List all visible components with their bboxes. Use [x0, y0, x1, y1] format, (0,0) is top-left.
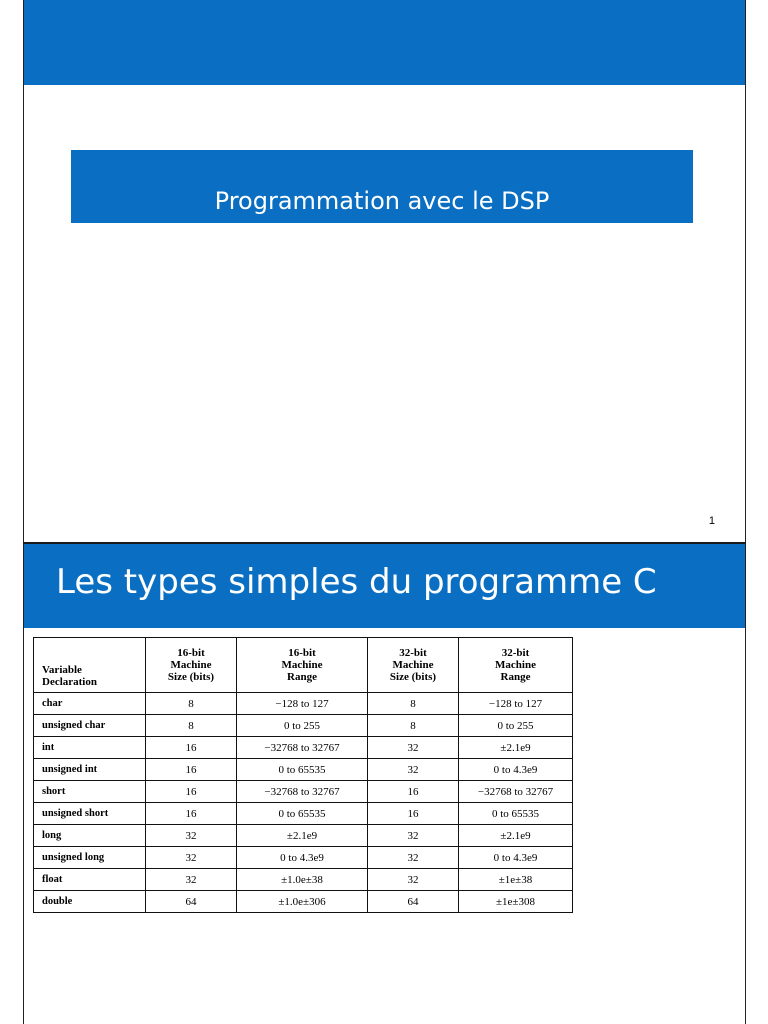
cell-type: unsigned char: [34, 715, 146, 737]
page-number: 1: [708, 515, 715, 527]
cell-16bit-range: 0 to 255: [237, 715, 368, 737]
cell-type: int: [34, 737, 146, 759]
cell-32bit-range: −32768 to 32767: [459, 781, 573, 803]
cell-32bit-range: ±1e±308: [459, 891, 573, 913]
data-types-table: [33, 637, 573, 913]
cell-16bit-size: 16: [146, 781, 237, 803]
cell-16bit-range: 0 to 65535: [237, 803, 368, 825]
table-row: [34, 715, 573, 737]
cell-32bit-range: 0 to 4.3e9: [459, 847, 573, 869]
header-32bit-size: 32-bit Machine Size (bits): [368, 638, 459, 693]
cell-32bit-size: 32: [368, 737, 459, 759]
cell-32bit-range: ±1e±38: [459, 869, 573, 891]
cell-32bit-size: 8: [368, 715, 459, 737]
table-row: [34, 825, 573, 847]
cell-32bit-size: 32: [368, 825, 459, 847]
table-row: [34, 891, 573, 913]
slide-1-header-bar: [24, 0, 745, 85]
cell-16bit-range: 0 to 65535: [237, 759, 368, 781]
cell-16bit-range: ±2.1e9: [237, 825, 368, 847]
table-row: [34, 847, 573, 869]
slide-1-title: Programmation avec le DSP: [214, 187, 550, 215]
cell-32bit-size: 32: [368, 759, 459, 781]
header-16bit-size: 16-bit Machine Size (bits): [146, 638, 237, 693]
slide-2-title: Les types simples du programme C: [56, 562, 657, 602]
cell-16bit-range: ±1.0e±38: [237, 869, 368, 891]
cell-32bit-size: 64: [368, 891, 459, 913]
table-header-row: [34, 638, 573, 693]
cell-16bit-range: 0 to 4.3e9: [237, 847, 368, 869]
cell-16bit-size: 32: [146, 869, 237, 891]
title-box: [71, 150, 693, 223]
slide-1: [23, 0, 746, 542]
cell-32bit-size: 16: [368, 781, 459, 803]
table-row: [34, 759, 573, 781]
cell-16bit-size: 32: [146, 847, 237, 869]
cell-32bit-range: 0 to 4.3e9: [459, 759, 573, 781]
cell-type: char: [34, 693, 146, 715]
cell-type: short: [34, 781, 146, 803]
cell-32bit-size: 32: [368, 869, 459, 891]
cell-16bit-size: 16: [146, 759, 237, 781]
cell-32bit-range: −128 to 127: [459, 693, 573, 715]
slide-2: [23, 544, 746, 1024]
slide-2-header-bar: [24, 544, 745, 628]
cell-16bit-range: −128 to 127: [237, 693, 368, 715]
cell-16bit-size: 8: [146, 715, 237, 737]
cell-16bit-size: 32: [146, 825, 237, 847]
header-32bit-range: 32-bit Machine Range: [459, 638, 573, 693]
cell-type: unsigned int: [34, 759, 146, 781]
cell-type: long: [34, 825, 146, 847]
cell-16bit-size: 16: [146, 803, 237, 825]
header-variable-declaration: Variable Declaration: [34, 638, 146, 693]
cell-type: float: [34, 869, 146, 891]
cell-32bit-range: 0 to 65535: [459, 803, 573, 825]
cell-type: double: [34, 891, 146, 913]
cell-32bit-size: 16: [368, 803, 459, 825]
table-row: [34, 803, 573, 825]
cell-16bit-size: 16: [146, 737, 237, 759]
cell-16bit-size: 8: [146, 693, 237, 715]
cell-16bit-range: −32768 to 32767: [237, 781, 368, 803]
cell-16bit-size: 64: [146, 891, 237, 913]
cell-32bit-size: 32: [368, 847, 459, 869]
cell-32bit-range: ±2.1e9: [459, 825, 573, 847]
cell-16bit-range: −32768 to 32767: [237, 737, 368, 759]
cell-32bit-size: 8: [368, 693, 459, 715]
cell-16bit-range: ±1.0e±306: [237, 891, 368, 913]
table-row: [34, 693, 573, 715]
table-row: [34, 781, 573, 803]
header-16bit-range: 16-bit Machine Range: [237, 638, 368, 693]
table-row: [34, 869, 573, 891]
table-row: [34, 737, 573, 759]
cell-32bit-range: ±2.1e9: [459, 737, 573, 759]
cell-32bit-range: 0 to 255: [459, 715, 573, 737]
cell-type: unsigned long: [34, 847, 146, 869]
cell-type: unsigned short: [34, 803, 146, 825]
